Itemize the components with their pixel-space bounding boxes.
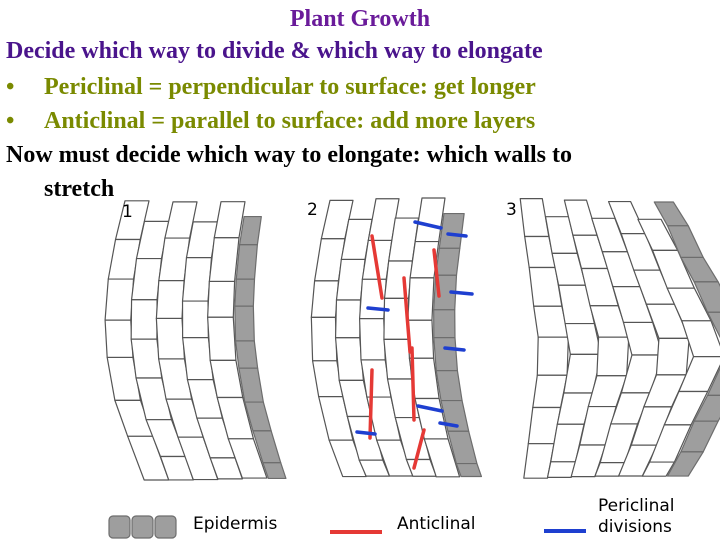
bullet-anticlinal-text: Anticlinal = parallel to surface: add more layers xyxy=(44,108,536,134)
anticlinal-wall xyxy=(370,370,372,438)
cell xyxy=(183,301,209,338)
cell xyxy=(336,300,361,338)
epidermis-cell xyxy=(436,371,462,401)
cell xyxy=(656,338,689,375)
epidermis-cell xyxy=(439,214,464,249)
elongate-line: Now must decide which way to elongate: which walls to xyxy=(6,142,572,168)
cell xyxy=(384,339,412,379)
periclinal-wall xyxy=(368,308,388,310)
cell xyxy=(105,320,133,357)
legend-periclinal-label: Periclinal xyxy=(598,496,675,516)
panel-label-3: 3 xyxy=(506,200,517,220)
legend-epidermis-swatch xyxy=(132,516,153,538)
epidermis-cell xyxy=(235,279,255,306)
cell xyxy=(537,337,568,375)
legend-epidermis-swatch xyxy=(155,516,176,538)
epidermis-cell xyxy=(456,464,481,477)
cell xyxy=(105,279,133,320)
panel-label-1: 1 xyxy=(122,202,133,222)
cell xyxy=(132,259,162,300)
cell xyxy=(131,339,162,378)
panel-label-2: 2 xyxy=(307,200,318,220)
bullet-periclinal-text: Periclinal = perpendicular to surface: get longer xyxy=(44,74,536,100)
epidermis-cell xyxy=(434,338,458,371)
periclinal-wall xyxy=(451,292,472,294)
cell xyxy=(385,261,413,298)
page-title: Plant Growth xyxy=(289,6,431,32)
cell xyxy=(360,319,386,360)
anticlinal-wall xyxy=(412,348,414,420)
legend-epidermis-swatch xyxy=(109,516,130,538)
cell xyxy=(311,317,336,360)
cell xyxy=(597,337,629,376)
legend-divisions-label: divisions xyxy=(598,517,672,537)
legend-anticlinal-label: Anticlinal xyxy=(397,514,476,534)
bullet-marker: • xyxy=(6,108,15,134)
epidermis-cell xyxy=(236,245,257,279)
epidermis-cell xyxy=(236,341,258,368)
cell xyxy=(131,300,157,339)
epidermis-cell xyxy=(240,217,262,245)
cell xyxy=(520,199,549,237)
epidermis-cell xyxy=(235,306,255,341)
bullet-marker: • xyxy=(6,74,15,100)
periclinal-wall xyxy=(445,348,464,350)
periclinal-wall xyxy=(357,432,375,434)
legend-epidermis-label: Epidermis xyxy=(193,514,278,534)
cell xyxy=(156,318,184,358)
epidermis-cell xyxy=(434,310,455,338)
cell xyxy=(336,338,364,381)
elongate-line-continued: stretch xyxy=(44,176,115,202)
cell xyxy=(311,281,338,318)
periclinal-wall xyxy=(448,234,466,236)
cell xyxy=(214,202,245,238)
cell xyxy=(156,281,184,319)
epidermis-cell xyxy=(436,248,460,275)
cell xyxy=(408,278,434,320)
cell xyxy=(208,317,236,360)
cell xyxy=(208,281,235,317)
cell xyxy=(209,238,239,282)
intro-line: Decide which way to divide & which way to elongate xyxy=(6,38,543,64)
cell xyxy=(183,258,212,301)
cell xyxy=(183,338,214,380)
